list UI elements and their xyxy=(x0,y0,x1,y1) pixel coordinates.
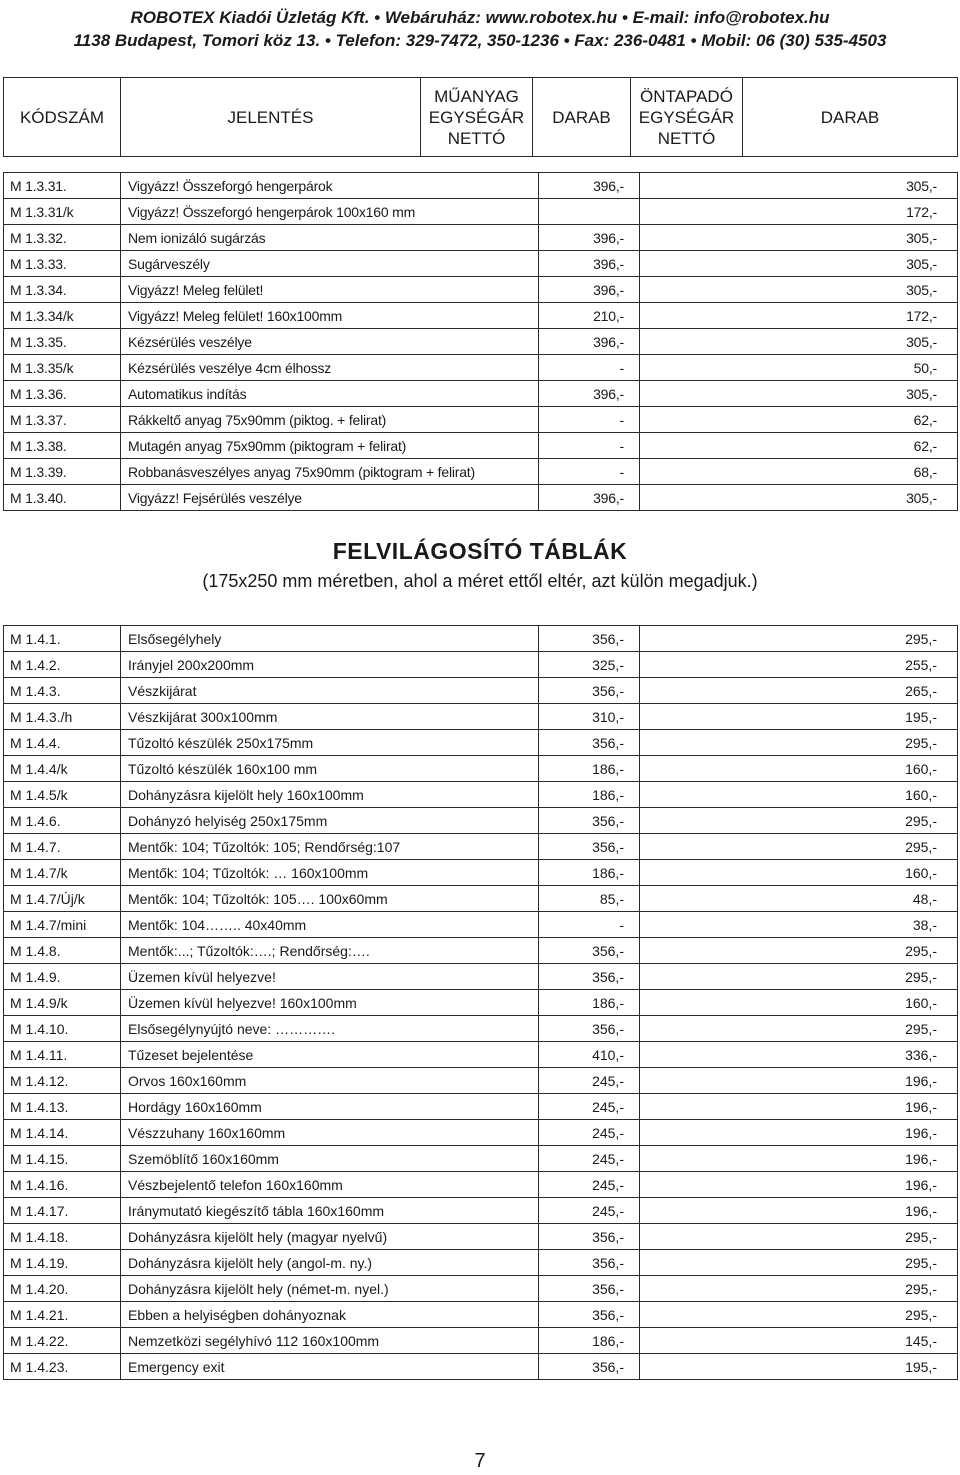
product-code: M 1.4.6. xyxy=(4,808,121,834)
table-row xyxy=(4,1120,958,1146)
table-row xyxy=(4,964,958,990)
adhesive-unit-price: 295,- xyxy=(640,964,958,990)
plastic-unit-price: 356,- xyxy=(539,1302,640,1328)
product-description: Üzemen kívül helyezve! xyxy=(121,964,539,990)
adhesive-unit-price: 305,- xyxy=(640,225,958,251)
plastic-unit-price: 356,- xyxy=(539,626,640,652)
adhesive-header-line-1: ÖNTAPADÓ xyxy=(640,86,733,106)
table-row xyxy=(4,1302,958,1328)
product-code: M 1.3.32. xyxy=(4,225,121,251)
adhesive-unit-price: 62,- xyxy=(640,407,958,433)
plastic-unit-price: 186,- xyxy=(539,782,640,808)
table-row xyxy=(4,355,958,381)
plastic-unit-price: 186,- xyxy=(539,756,640,782)
product-description: Mentők: 104…….. 40x40mm xyxy=(121,912,539,938)
table-row xyxy=(4,990,958,1016)
product-code: M 1.4.15. xyxy=(4,1146,121,1172)
product-description: Vigyázz! Meleg felület! 160x100mm xyxy=(121,303,539,329)
adhesive-unit-price: 48,- xyxy=(640,886,958,912)
product-code: M 1.4.3./h xyxy=(4,704,121,730)
product-code: M 1.4.8. xyxy=(4,938,121,964)
plastic-unit-price: 245,- xyxy=(539,1120,640,1146)
table-row xyxy=(4,225,958,251)
plastic-unit-price: - xyxy=(539,355,640,381)
product-description: Nemzetközi segélyhívó 112 160x100mm xyxy=(121,1328,539,1354)
product-description: Üzemen kívül helyezve! 160x100mm xyxy=(121,990,539,1016)
table-row xyxy=(4,834,958,860)
table1-body xyxy=(4,173,958,511)
adhesive-unit-price: 295,- xyxy=(640,1016,958,1042)
table2-body xyxy=(4,626,958,1380)
product-code: M 1.4.1. xyxy=(4,626,121,652)
product-description: Hordágy 160x160mm xyxy=(121,1094,539,1120)
product-code: M 1.4.10. xyxy=(4,1016,121,1042)
plastic-unit-price: 356,- xyxy=(539,678,640,704)
plastic-unit-price: 396,- xyxy=(539,225,640,251)
product-description: Dohányzásra kijelölt hely (angol-m. ny.) xyxy=(121,1250,539,1276)
product-description: Emergency exit xyxy=(121,1354,539,1380)
product-description: Iránymutató kiegészítő tábla 160x160mm xyxy=(121,1198,539,1224)
product-code: M 1.4.7/k xyxy=(4,860,121,886)
table-row xyxy=(4,329,958,355)
plastic-unit-price: 396,- xyxy=(539,485,640,511)
product-code: M 1.4.17. xyxy=(4,1198,121,1224)
adhesive-unit-price: 305,- xyxy=(640,173,958,199)
product-code: M 1.4.9. xyxy=(4,964,121,990)
plastic-unit-price: - xyxy=(539,433,640,459)
table-row xyxy=(4,1198,958,1224)
product-description: Vészkijárat xyxy=(121,678,539,704)
product-description: Irányjel 200x200mm xyxy=(121,652,539,678)
plastic-unit-price: 356,- xyxy=(539,938,640,964)
plastic-unit-price: 245,- xyxy=(539,1068,640,1094)
product-code: M 1.3.39. xyxy=(4,459,121,485)
adhesive-unit-price: 305,- xyxy=(640,381,958,407)
plastic-unit-price: 310,- xyxy=(539,704,640,730)
adhesive-unit-price: 160,- xyxy=(640,782,958,808)
adhesive-unit-price: 68,- xyxy=(640,459,958,485)
plastic-header-line-1: MŰANYAG xyxy=(434,86,519,106)
table-row xyxy=(4,251,958,277)
adhesive-unit-price: 196,- xyxy=(640,1172,958,1198)
page-number: 7 xyxy=(474,1450,486,1472)
product-description: Tűzoltó készülék 160x100 mm xyxy=(121,756,539,782)
product-description: Tűzoltó készülék 250x175mm xyxy=(121,730,539,756)
product-code: M 1.4.14. xyxy=(4,1120,121,1146)
product-description: Elsősegélynyújtó neve: …………. xyxy=(121,1016,539,1042)
product-description: Dohányzó helyiség 250x175mm xyxy=(121,808,539,834)
product-code: M 1.3.35/k xyxy=(4,355,121,381)
plastic-unit-price: 396,- xyxy=(539,251,640,277)
product-description: Dohányzásra kijelölt hely (magyar nyelvű) xyxy=(121,1224,539,1250)
adhesive-unit-price: 160,- xyxy=(640,756,958,782)
product-description: Mutagén anyag 75x90mm (piktogram + felirat) xyxy=(121,433,539,459)
adhesive-unit-price: 196,- xyxy=(640,1146,958,1172)
company-header-line-1: ROBOTEX Kiadói Üzletág Kft. • Webáruház: www.robotex.hu • E-mail: info@robotex.hu xyxy=(130,8,830,27)
product-code: M 1.4.7/mini xyxy=(4,912,121,938)
product-code: M 1.4.20. xyxy=(4,1276,121,1302)
price-table-warning-signs xyxy=(3,172,958,511)
plastic-unit-price: 396,- xyxy=(539,277,640,303)
product-description: Vészbejelentő telefon 160x160mm xyxy=(121,1172,539,1198)
product-description: Vészkijárat 300x100mm xyxy=(121,704,539,730)
adhesive-unit-price: 196,- xyxy=(640,1120,958,1146)
plastic-unit-price: 356,- xyxy=(539,834,640,860)
product-description: Vigyázz! Összeforgó hengerpárok 100x160 mm xyxy=(121,199,539,225)
product-code: M 1.4.4/k xyxy=(4,756,121,782)
product-code: M 1.4.18. xyxy=(4,1224,121,1250)
product-description: Robbanásveszélyes anyag 75x90mm (piktogram + felirat) xyxy=(121,459,539,485)
company-header-line-2: 1138 Budapest, Tomori köz 13. • Telefon: 329-7472, 350-1236 • Fax: 236-0481 • Mobil: 06 (30) 535-4503 xyxy=(73,31,887,50)
product-code: M 1.3.37. xyxy=(4,407,121,433)
plastic-unit-price: 85,- xyxy=(539,886,640,912)
plastic-unit-price: 396,- xyxy=(539,329,640,355)
table-row xyxy=(4,1172,958,1198)
table-row xyxy=(4,860,958,886)
plastic-unit-price: 356,- xyxy=(539,1224,640,1250)
table-row xyxy=(4,1042,958,1068)
product-description: Vigyázz! Fejsérülés veszélye xyxy=(121,485,539,511)
product-description: Ebben a helyiségben dohányoznak xyxy=(121,1302,539,1328)
product-code: M 1.4.4. xyxy=(4,730,121,756)
adhesive-unit-price: 255,- xyxy=(640,652,958,678)
product-code: M 1.4.2. xyxy=(4,652,121,678)
table-row xyxy=(4,1354,958,1380)
column-header-description: JELENTÉS xyxy=(121,78,421,157)
plastic-unit-price: 245,- xyxy=(539,1172,640,1198)
product-code: M 1.3.34. xyxy=(4,277,121,303)
section-title: FELVILÁGOSÍTÓ TÁBLÁK xyxy=(332,538,628,564)
price-table-information-signs xyxy=(3,625,958,1380)
adhesive-unit-price: 295,- xyxy=(640,808,958,834)
table-row xyxy=(4,1068,958,1094)
product-code: M 1.4.23. xyxy=(4,1354,121,1380)
table-row xyxy=(4,782,958,808)
column-header-code: KÓDSZÁM xyxy=(4,78,121,157)
column-header-qty-plastic: DARAB xyxy=(533,78,631,157)
table-row xyxy=(4,912,958,938)
product-code: M 1.3.38. xyxy=(4,433,121,459)
plastic-unit-price xyxy=(539,199,640,225)
table-row xyxy=(4,173,958,199)
product-code: M 1.3.33. xyxy=(4,251,121,277)
plastic-unit-price: 356,- xyxy=(539,1250,640,1276)
adhesive-unit-price: 196,- xyxy=(640,1068,958,1094)
product-description: Kézsérülés veszélye 4cm élhossz xyxy=(121,355,539,381)
table-row xyxy=(4,938,958,964)
adhesive-unit-price: 195,- xyxy=(640,1354,958,1380)
plastic-unit-price: 186,- xyxy=(539,860,640,886)
table-row xyxy=(4,485,958,511)
plastic-unit-price: 356,- xyxy=(539,1016,640,1042)
adhesive-unit-price: 160,- xyxy=(640,990,958,1016)
plastic-unit-price: 410,- xyxy=(539,1042,640,1068)
plastic-unit-price: 245,- xyxy=(539,1146,640,1172)
section-subtitle: (175x250 mm méretben, ahol a méret ettől eltér, azt külön megadjuk.) xyxy=(202,571,758,591)
plastic-unit-price: 356,- xyxy=(539,808,640,834)
column-header-adhesive-price xyxy=(631,78,743,157)
product-description: Vigyázz! Összeforgó hengerpárok xyxy=(121,173,539,199)
product-description: Kézsérülés veszélye xyxy=(121,329,539,355)
product-code: M 1.4.7. xyxy=(4,834,121,860)
adhesive-unit-price: 160,- xyxy=(640,860,958,886)
product-description: Vészzuhany 160x160mm xyxy=(121,1120,539,1146)
product-description: Elsősegélyhely xyxy=(121,626,539,652)
adhesive-unit-price: 295,- xyxy=(640,730,958,756)
adhesive-unit-price: 295,- xyxy=(640,1224,958,1250)
adhesive-unit-price: 305,- xyxy=(640,485,958,511)
product-description: Mentők: 104; Tűzoltók: 105…. 100x60mm xyxy=(121,886,539,912)
plastic-unit-price: 356,- xyxy=(539,730,640,756)
product-code: M 1.4.5/k xyxy=(4,782,121,808)
table-row xyxy=(4,199,958,225)
table-row xyxy=(4,303,958,329)
table-row xyxy=(4,730,958,756)
table-row xyxy=(4,1250,958,1276)
adhesive-unit-price: 295,- xyxy=(640,938,958,964)
product-description: Dohányzásra kijelölt hely (német-m. nyel.) xyxy=(121,1276,539,1302)
product-code: M 1.4.3. xyxy=(4,678,121,704)
product-description: Tűzeset bejelentése xyxy=(121,1042,539,1068)
table-row xyxy=(4,704,958,730)
product-description: Automatikus indítás xyxy=(121,381,539,407)
table-row xyxy=(4,1276,958,1302)
product-code: M 1.4.16. xyxy=(4,1172,121,1198)
product-description: Szemöblítő 160x160mm xyxy=(121,1146,539,1172)
plastic-unit-price: 245,- xyxy=(539,1094,640,1120)
adhesive-unit-price: 62,- xyxy=(640,433,958,459)
product-description: Mentők:...; Tűzoltók:….; Rendőrség:…. xyxy=(121,938,539,964)
adhesive-unit-price: 305,- xyxy=(640,251,958,277)
plastic-header-line-3: NETTÓ xyxy=(447,128,506,148)
product-code: M 1.4.22. xyxy=(4,1328,121,1354)
product-description: Mentők: 104; Tűzoltók: 105; Rendőrség:107 xyxy=(121,834,539,860)
plastic-unit-price: 356,- xyxy=(539,1276,640,1302)
product-code: M 1.4.21. xyxy=(4,1302,121,1328)
adhesive-unit-price: 295,- xyxy=(640,626,958,652)
plastic-unit-price: 186,- xyxy=(539,990,640,1016)
product-code: M 1.4.12. xyxy=(4,1068,121,1094)
table-row xyxy=(4,1224,958,1250)
table-row xyxy=(4,626,958,652)
table-row xyxy=(4,756,958,782)
table-row xyxy=(4,1016,958,1042)
plastic-unit-price: 356,- xyxy=(539,1354,640,1380)
product-description: Rákkeltő anyag 75x90mm (piktog. + felirat) xyxy=(121,407,539,433)
adhesive-unit-price: 305,- xyxy=(640,329,958,355)
product-code: M 1.4.9/k xyxy=(4,990,121,1016)
product-code: M 1.4.13. xyxy=(4,1094,121,1120)
plastic-header-line-2: EGYSÉGÁR xyxy=(428,107,525,127)
product-code: M 1.3.34/k xyxy=(4,303,121,329)
table-row xyxy=(4,407,958,433)
product-description: Sugárveszély xyxy=(121,251,539,277)
product-description: Mentők: 104; Tűzoltók: … 160x100mm xyxy=(121,860,539,886)
column-header-qty-adhesive: DARAB xyxy=(743,78,958,157)
table-row xyxy=(4,1094,958,1120)
adhesive-unit-price: 172,- xyxy=(640,303,958,329)
product-code: M 1.3.31/k xyxy=(4,199,121,225)
product-code: M 1.3.35. xyxy=(4,329,121,355)
table-row xyxy=(4,381,958,407)
plastic-unit-price: 186,- xyxy=(539,1328,640,1354)
table-row xyxy=(4,652,958,678)
adhesive-unit-price: 295,- xyxy=(640,1276,958,1302)
product-description: Dohányzásra kijelölt hely 160x100mm xyxy=(121,782,539,808)
table-row xyxy=(4,277,958,303)
column-header-table xyxy=(3,77,958,157)
product-description: Nem ionizáló sugárzás xyxy=(121,225,539,251)
product-code: M 1.4.19. xyxy=(4,1250,121,1276)
adhesive-unit-price: 295,- xyxy=(640,834,958,860)
adhesive-unit-price: 38,- xyxy=(640,912,958,938)
adhesive-unit-price: 172,- xyxy=(640,199,958,225)
adhesive-header-line-2: EGYSÉGÁR xyxy=(638,107,735,127)
adhesive-unit-price: 195,- xyxy=(640,704,958,730)
plastic-unit-price: 245,- xyxy=(539,1198,640,1224)
adhesive-unit-price: 305,- xyxy=(640,277,958,303)
adhesive-unit-price: 295,- xyxy=(640,1302,958,1328)
plastic-unit-price: - xyxy=(539,407,640,433)
product-description: Orvos 160x160mm xyxy=(121,1068,539,1094)
plastic-unit-price: 325,- xyxy=(539,652,640,678)
adhesive-unit-price: 50,- xyxy=(640,355,958,381)
plastic-unit-price: 210,- xyxy=(539,303,640,329)
adhesive-unit-price: 196,- xyxy=(640,1094,958,1120)
adhesive-unit-price: 265,- xyxy=(640,678,958,704)
adhesive-unit-price: 196,- xyxy=(640,1198,958,1224)
table-row xyxy=(4,678,958,704)
plastic-unit-price: - xyxy=(539,459,640,485)
product-code: M 1.3.31. xyxy=(4,173,121,199)
adhesive-header-line-3: NETTÓ xyxy=(657,128,716,148)
adhesive-unit-price: 336,- xyxy=(640,1042,958,1068)
plastic-unit-price: 396,- xyxy=(539,381,640,407)
adhesive-unit-price: 145,- xyxy=(640,1328,958,1354)
table-row xyxy=(4,433,958,459)
table-row xyxy=(4,1146,958,1172)
table-row xyxy=(4,459,958,485)
product-code: M 1.4.11. xyxy=(4,1042,121,1068)
table-row xyxy=(4,808,958,834)
column-header-plastic-price xyxy=(421,78,533,157)
plastic-unit-price: - xyxy=(539,912,640,938)
product-code: M 1.3.36. xyxy=(4,381,121,407)
plastic-unit-price: 396,- xyxy=(539,173,640,199)
table-row xyxy=(4,1328,958,1354)
adhesive-unit-price: 295,- xyxy=(640,1250,958,1276)
product-code: M 1.3.40. xyxy=(4,485,121,511)
plastic-unit-price: 356,- xyxy=(539,964,640,990)
product-code: M 1.4.7/Új/k xyxy=(4,886,121,912)
product-description: Vigyázz! Meleg felület! xyxy=(121,277,539,303)
table-row xyxy=(4,886,958,912)
